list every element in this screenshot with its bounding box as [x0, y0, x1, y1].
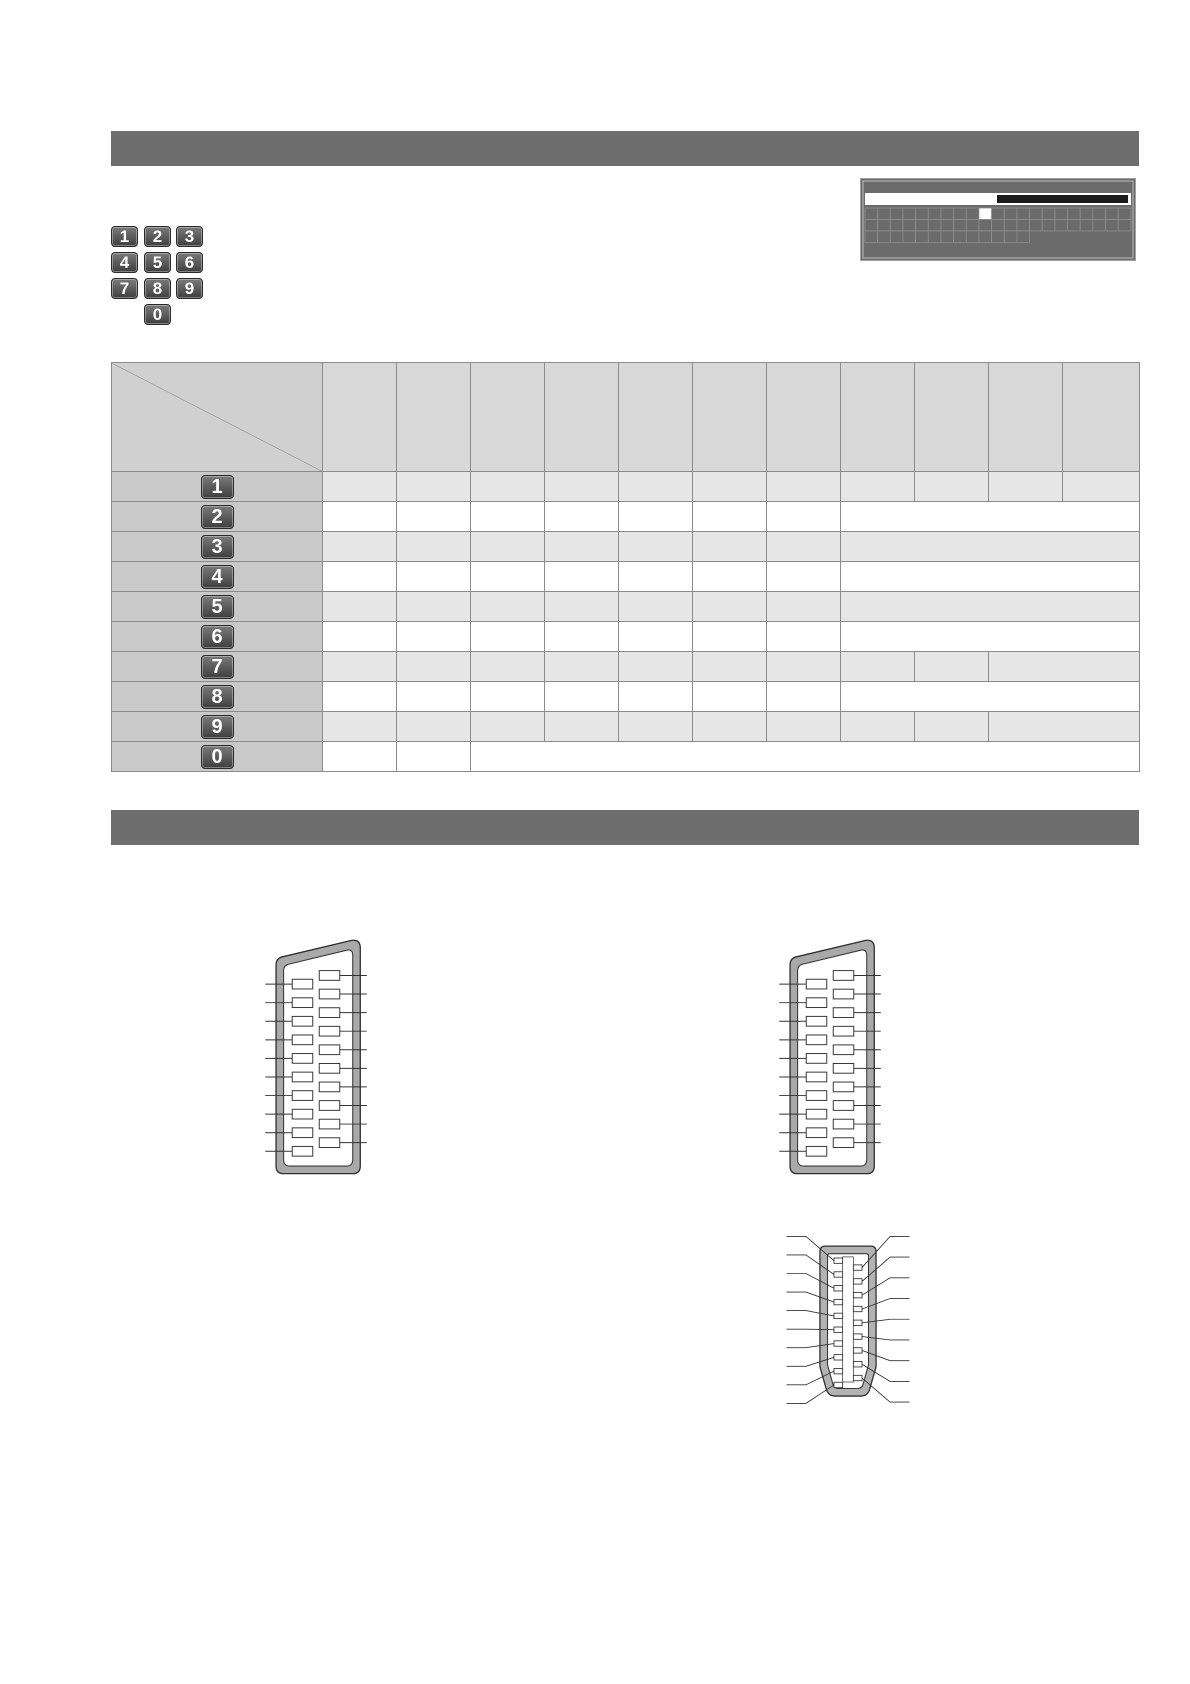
screen-grid-cell [1118, 220, 1131, 232]
connector-pin [292, 1072, 313, 1082]
table-cell [693, 532, 767, 562]
table-cell [989, 472, 1063, 502]
screen-grid-cell [878, 231, 891, 243]
table-cell [767, 622, 841, 652]
connector-tongue [843, 1257, 854, 1382]
connector-pin [834, 1341, 843, 1346]
connector-pin [833, 1026, 854, 1036]
key-6: 6 [176, 252, 203, 273]
connector-pin [834, 1272, 843, 1277]
screen-grid-cell [865, 220, 878, 232]
connector-pin [292, 1109, 313, 1119]
connector-pin [319, 989, 340, 999]
screen-grid-cell [1004, 231, 1017, 243]
connector-pin [319, 1026, 340, 1036]
connector-pin [292, 1035, 313, 1045]
connector-pin [853, 1292, 862, 1297]
table-header-cell [545, 363, 619, 472]
screen-grid-cell [928, 208, 941, 220]
screen-grid-cell [865, 231, 878, 243]
screen-grid-cell [916, 208, 929, 220]
table-cell [767, 652, 841, 682]
screen-grid-cell [878, 208, 891, 220]
connector-pin [806, 1016, 827, 1026]
table-row [112, 622, 1140, 652]
table-corner-cell [112, 363, 323, 472]
connector-pin [834, 1327, 843, 1332]
connector-pin [833, 1008, 854, 1018]
table-cell [841, 562, 1140, 592]
connector-pin [292, 1054, 313, 1064]
table-cell [693, 712, 767, 742]
table-row-label [112, 682, 323, 712]
connector-pin [833, 989, 854, 999]
connector-pin [833, 971, 854, 981]
table-cell [397, 712, 471, 742]
table-cell [397, 472, 471, 502]
connector-pin [806, 1035, 827, 1045]
connector-pin [833, 1101, 854, 1111]
screen-grid-cell [1118, 208, 1131, 220]
table-cell [323, 502, 397, 532]
table-cell [693, 652, 767, 682]
screen-grid-cell [954, 231, 967, 243]
table-cell [693, 472, 767, 502]
screen-grid-cell [1030, 208, 1043, 220]
table-cell [397, 502, 471, 532]
table-row [112, 592, 1140, 622]
table-cell [841, 682, 1140, 712]
connector-pin [292, 979, 313, 989]
screen-grid-cell [954, 220, 967, 232]
pin-leader-line [787, 1329, 834, 1330]
numeric-key-icon: 7 [201, 655, 234, 679]
table-cell [841, 592, 1140, 622]
table-header-cell [323, 363, 397, 472]
numeric-key-icon: 4 [201, 565, 234, 589]
connector-pin [833, 1082, 854, 1092]
connector-pin [319, 1008, 340, 1018]
table-cell [471, 742, 1140, 772]
table-cell [545, 532, 619, 562]
scart-connector-icon [262, 937, 370, 1177]
table-cell [619, 682, 693, 712]
table-cell [471, 502, 545, 532]
screen-grid-cell [903, 231, 916, 243]
screen-grid-cell [1017, 231, 1030, 243]
table-cell [323, 622, 397, 652]
screen-grid-cell [966, 220, 979, 232]
screen-grid-cell [1093, 220, 1106, 232]
key-8: 8 [144, 278, 171, 299]
connector-pin [806, 1146, 827, 1156]
numeric-key-icon: 8 [201, 685, 234, 709]
table-header-cell [693, 363, 767, 472]
table-cell [841, 712, 915, 742]
table-cell [545, 562, 619, 592]
table-row-label [112, 472, 323, 502]
screen-grid-cell [890, 208, 903, 220]
table-header-cell [989, 363, 1063, 472]
screen-grid-cell [928, 220, 941, 232]
table-cell [767, 562, 841, 592]
screen-grid-cell [1068, 220, 1081, 232]
connector-pin [292, 998, 313, 1008]
connector-pin [292, 1128, 313, 1138]
table-cell [693, 682, 767, 712]
key-1: 1 [111, 226, 138, 247]
table-row [112, 712, 1140, 742]
screen-grid-cell [878, 220, 891, 232]
table-cell [841, 532, 1140, 562]
table-row [112, 502, 1140, 532]
screen-grid-cell [992, 220, 1005, 232]
table-row-label [112, 562, 323, 592]
table-row [112, 682, 1140, 712]
table-cell [471, 622, 545, 652]
connector-pin [319, 1138, 340, 1148]
screen-grid-cell [890, 220, 903, 232]
screen-grid-cell [992, 231, 1005, 243]
table-cell [619, 532, 693, 562]
table-row-label [112, 622, 323, 652]
screen-grid-cell [992, 208, 1005, 220]
table-cell [767, 592, 841, 622]
table-cell [397, 622, 471, 652]
connector-pin [853, 1306, 862, 1311]
character-entry-screen-icon [860, 178, 1136, 261]
screen-grid-cell [903, 220, 916, 232]
connector-pin [833, 1063, 854, 1073]
numeric-key-icon: 3 [201, 535, 234, 559]
screen-grid-cell [890, 231, 903, 243]
table-cell [545, 502, 619, 532]
table-body [112, 472, 1140, 772]
screen-grid-cell [1017, 208, 1030, 220]
screen-grid-cell [979, 220, 992, 232]
numeric-key-icon: 0 [201, 745, 234, 769]
screen-grid-cell [865, 208, 878, 220]
key-3: 3 [176, 226, 203, 247]
table-cell [841, 472, 915, 502]
screen-grid-cell [966, 208, 979, 220]
table-cell [397, 532, 471, 562]
table-row-label [112, 742, 323, 772]
key-5: 5 [144, 252, 171, 273]
table-cell [693, 622, 767, 652]
table-header-row [112, 363, 1140, 472]
connector-pin [853, 1362, 862, 1367]
table-row-label [112, 652, 323, 682]
connector-pin [853, 1279, 862, 1284]
table-row [112, 562, 1140, 592]
table-cell [619, 712, 693, 742]
numeric-key-icon: 9 [201, 715, 234, 739]
table-row-label [112, 592, 323, 622]
key-0: 0 [144, 304, 171, 325]
table-header-cell [767, 363, 841, 472]
connector-pin [806, 998, 827, 1008]
connector-pin [834, 1368, 843, 1373]
table-cell [767, 502, 841, 532]
table-cell [323, 592, 397, 622]
table-cell [841, 502, 1140, 532]
screen-grid-cell [928, 231, 941, 243]
table-cell [767, 532, 841, 562]
table-header-cell [619, 363, 693, 472]
table-cell [323, 682, 397, 712]
connector-pin [834, 1313, 843, 1318]
screen-grid-cell [903, 208, 916, 220]
table-cell [471, 682, 545, 712]
table-cell [619, 592, 693, 622]
table-cell [693, 562, 767, 592]
table-row [112, 532, 1140, 562]
screen-grid-cell [1106, 208, 1119, 220]
screen-grid-cell [1068, 208, 1081, 220]
connector-pin [853, 1348, 862, 1353]
connector-pin [853, 1265, 862, 1270]
table-cell [915, 712, 989, 742]
table-cell [397, 652, 471, 682]
table-row [112, 472, 1140, 502]
connector-pin [319, 1063, 340, 1073]
key-7: 7 [111, 278, 138, 299]
connector-pin [319, 1045, 340, 1055]
table-cell [471, 592, 545, 622]
connector-pin [806, 1109, 827, 1119]
section-header-bar [111, 810, 1139, 845]
screen-grid-cell [1030, 220, 1043, 232]
key-4: 4 [111, 252, 138, 273]
connector-pin [319, 1101, 340, 1111]
table-cell [767, 472, 841, 502]
table-row-label [112, 712, 323, 742]
table-cell [767, 712, 841, 742]
connector-pin [319, 971, 340, 981]
screen-grid-cell [916, 220, 929, 232]
connector-pin [806, 1072, 827, 1082]
screen-grid-cell [916, 231, 929, 243]
table-cell [989, 712, 1140, 742]
numeric-key-icon: 5 [201, 595, 234, 619]
table-cell [545, 652, 619, 682]
table-cell [915, 652, 989, 682]
table-header-cell [397, 363, 471, 472]
screen-grid-cell [1080, 220, 1093, 232]
connector-pin [834, 1355, 843, 1360]
connector-pin [806, 1054, 827, 1064]
table-cell [545, 592, 619, 622]
scart-connector-icon [776, 937, 884, 1177]
connector-pin [853, 1320, 862, 1325]
table-cell [323, 562, 397, 592]
table-header-cell [841, 363, 915, 472]
screen-grid-cell [966, 231, 979, 243]
table-cell [545, 682, 619, 712]
table-cell [1063, 472, 1140, 502]
table-header-cell [915, 363, 989, 472]
screen-grid-cell [1042, 208, 1055, 220]
screen-grid-cell [1017, 220, 1030, 232]
table-cell [471, 532, 545, 562]
connector-pin [853, 1375, 862, 1380]
table-cell [471, 712, 545, 742]
table-cell [841, 652, 915, 682]
screen-grid-cell-selected [979, 208, 992, 220]
connector-pin [853, 1334, 862, 1339]
table-cell [323, 712, 397, 742]
table-cell [693, 592, 767, 622]
table-row-label [112, 532, 323, 562]
connector-pin [806, 1128, 827, 1138]
screen-grid-cell [1093, 208, 1106, 220]
table-cell [619, 502, 693, 532]
screen-grid-cell [954, 208, 967, 220]
connector-pin [834, 1286, 843, 1291]
name-entry-cursor-area [997, 195, 1128, 203]
table-cell [545, 712, 619, 742]
table-cell [545, 472, 619, 502]
numeric-key-icon: 1 [201, 475, 234, 499]
table-header-cell [1063, 363, 1140, 472]
connector-pin [834, 1382, 843, 1387]
connector-pin [292, 1146, 313, 1156]
table-cell [619, 472, 693, 502]
table-cell [619, 652, 693, 682]
screen-grid-cell [1042, 220, 1055, 232]
screen-grid-cell [1004, 220, 1017, 232]
character-table [111, 362, 1140, 772]
table-cell [323, 532, 397, 562]
hdmi-connector-icon [784, 1231, 912, 1409]
connector-pin [806, 1091, 827, 1101]
screen-grid-cell [1055, 208, 1068, 220]
table-cell [545, 622, 619, 652]
section-header-bar [111, 131, 1139, 166]
table-row [112, 652, 1140, 682]
key-2: 2 [144, 226, 171, 247]
screen-grid-cell [941, 231, 954, 243]
table-cell [397, 682, 471, 712]
screen-grid-cell [1106, 220, 1119, 232]
table-cell [989, 652, 1140, 682]
table-cell [397, 562, 471, 592]
table-cell [915, 472, 989, 502]
key-9: 9 [176, 278, 203, 299]
numeric-key-icon: 2 [201, 505, 234, 529]
table-cell [841, 622, 1140, 652]
screen-grid-cell [979, 231, 992, 243]
connector-pin [292, 1016, 313, 1026]
screen-grid-cell [1055, 220, 1068, 232]
connector-pin [834, 1299, 843, 1304]
table-cell [767, 682, 841, 712]
connector-pin [833, 1138, 854, 1148]
table-cell [323, 472, 397, 502]
table-cell [619, 562, 693, 592]
connector-pin [806, 979, 827, 989]
table-cell [619, 622, 693, 652]
table-cell [323, 742, 397, 772]
table-row-label [112, 502, 323, 532]
screen-grid-cell [941, 220, 954, 232]
connector-pin [834, 1258, 843, 1263]
screen-grid-cell [1080, 208, 1093, 220]
connector-pin [319, 1119, 340, 1129]
table-cell [397, 742, 471, 772]
connector-pin [292, 1091, 313, 1101]
screen-grid-cell [1004, 208, 1017, 220]
table-cell [471, 562, 545, 592]
table-header-cell [471, 363, 545, 472]
connector-pin [319, 1082, 340, 1092]
table-cell [323, 652, 397, 682]
connector-pin [833, 1119, 854, 1129]
numeric-key-icon: 6 [201, 625, 234, 649]
table-row [112, 742, 1140, 772]
screen-grid-cell [941, 208, 954, 220]
table-cell [471, 652, 545, 682]
table-cell [471, 472, 545, 502]
connector-pin [833, 1045, 854, 1055]
table-cell [693, 502, 767, 532]
table-cell [397, 592, 471, 622]
